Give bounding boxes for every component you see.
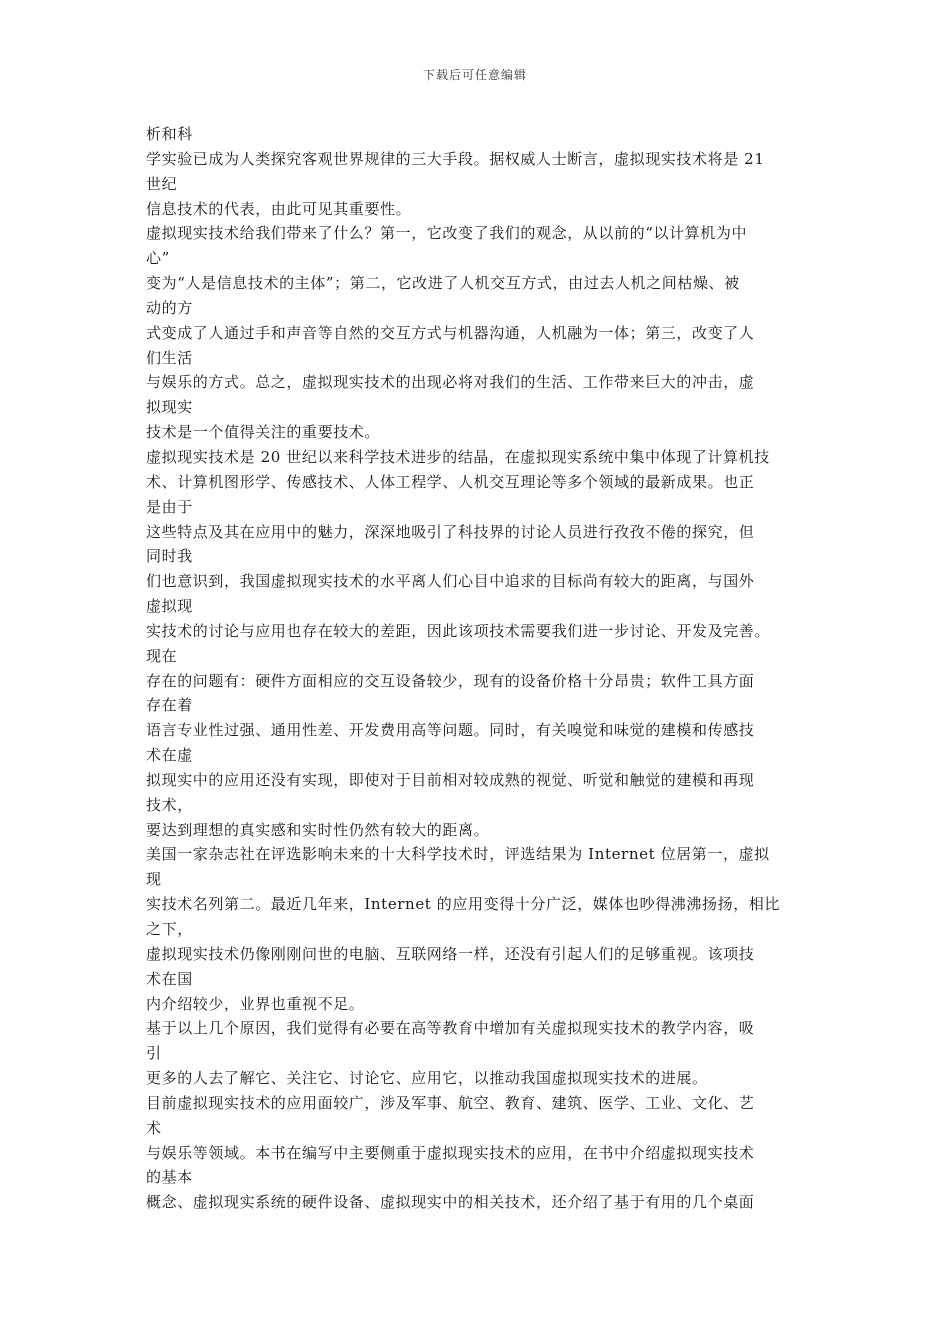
text-line: 术在国: [146, 969, 193, 988]
text-line: 是由于: [146, 497, 193, 516]
page-header: 下载后可任意编辑: [422, 68, 527, 82]
text-line: 要达到理想的真实感和实时性仍然有较大的距离。: [146, 820, 490, 839]
text-line: 现: [146, 870, 162, 889]
text-line: 们也意识到，我国虚拟现实技术的水平离人们心目中追求的目标尚有较大的距离，与国外: [146, 572, 755, 591]
text-line: 的基本: [146, 1168, 193, 1187]
text-line: 这些特点及其在应用中的魅力，深深地吸引了科技界的讨论人员进行孜孜不倦的探究，但: [146, 522, 755, 541]
text-line: 虚拟现实技术仍像刚刚问世的电脑、互联网络一样，还没有引起人们的足够重视。该项技: [146, 944, 755, 963]
text-line: 内介绍较少，业界也重视不足。: [146, 994, 365, 1013]
text-line: 术: [146, 1118, 162, 1137]
text-line: 技术是一个值得关注的重要技术。: [146, 423, 381, 442]
text-line: 们生活: [146, 348, 193, 367]
text-line: 基于以上几个原因，我们觉得有必要在高等教育中增加有关虚拟现实技术的教学内容，吸: [146, 1019, 755, 1038]
text-line: 更多的人去了解它、关注它、讨论它、应用它，以推动我国虚拟现实技术的进展。: [146, 1069, 708, 1088]
text-line: 式变成了人通过手和声音等自然的交互方式与机器沟通，人机融为一体；第三，改变了人: [146, 323, 755, 342]
text-line: 信息技术的代表，由此可见其重要性。: [146, 199, 412, 218]
text-line: 实技术的讨论与应用也存在较大的差距，因此该项技术需要我们进一步讨论、开发及完善。: [146, 621, 771, 640]
text-line: 虚拟现实技术给我们带来了什么？第一，它改变了我们的观念，从以前的“以计算机为中: [146, 224, 748, 243]
text-line: 概念、虚拟现实系统的硬件设备、虚拟现实中的相关技术，还介绍了基于有用的几个桌面: [146, 1193, 755, 1212]
text-line: 学实验已成为人类探究客观世界规律的三大手段。据权威人士断言，虚拟现实技术将是 21: [146, 149, 765, 168]
text-line: 引: [146, 1044, 162, 1063]
text-line: 现在: [146, 646, 178, 665]
text-line: 语言专业性过强、通用性差、开发费用高等问题。同时，有关嗅觉和味觉的建模和传感技: [146, 721, 755, 740]
text-line: 目前虚拟现实技术的应用面较广，涉及军事、航空、教育、建筑、医学、工业、文化、艺: [146, 1093, 755, 1112]
text-line: 术、计算机图形学、传感技术、人体工程学、人机交互理论等多个领域的最新成果。也正: [146, 472, 755, 491]
text-line: 虚拟现实技术是 20 世纪以来科学技术进步的结晶，在虚拟现实系统中集中体现了计算机技: [146, 447, 770, 466]
text-line: 虚拟现: [146, 597, 193, 616]
text-line: 术在虚: [146, 746, 193, 765]
text-line: 变为“人是信息技术的主体”；第二，它改进了人机交互方式，由过去人机之间枯燥、被: [146, 274, 740, 293]
text-line: 动的方: [146, 298, 193, 317]
text-line: 技术，: [146, 795, 193, 814]
text-line: 拟现实中的应用还没有实现，即使对于目前相对较成熟的视觉、听觉和触觉的建模和再现: [146, 770, 755, 789]
text-line: 存在着: [146, 696, 193, 715]
text-line: 美国一家杂志社在评选影响未来的十大科学技术时，评选结果为 Internet 位居第一，虚拟: [146, 845, 770, 864]
text-line: 世纪: [146, 174, 178, 193]
text-line: 与娱乐等领域。本书在编写中主要侧重于虚拟现实技术的应用，在书中介绍虚拟现实技术: [146, 1143, 755, 1162]
text-line: 同时我: [146, 547, 193, 566]
text-line: 拟现实: [146, 398, 193, 417]
text-line: 析和科: [146, 125, 193, 143]
text-line: 实技术名列第二。最近几年来，Internet 的应用变得十分广泛，媒体也吵得沸沸扬扬，相比: [146, 895, 780, 914]
text-line: 存在的问题有：硬件方面相应的交互设备较少，现有的设备价格十分昂贵；软件工具方面: [146, 671, 755, 690]
document-body: [146, 122, 808, 1215]
text-line: 心”: [146, 249, 170, 268]
text-line: 与娱乐的方式。总之，虚拟现实技术的出现必将对我们的生活、工作带来巨大的冲击，虚: [146, 373, 755, 392]
text-line: 之下，: [146, 920, 193, 938]
